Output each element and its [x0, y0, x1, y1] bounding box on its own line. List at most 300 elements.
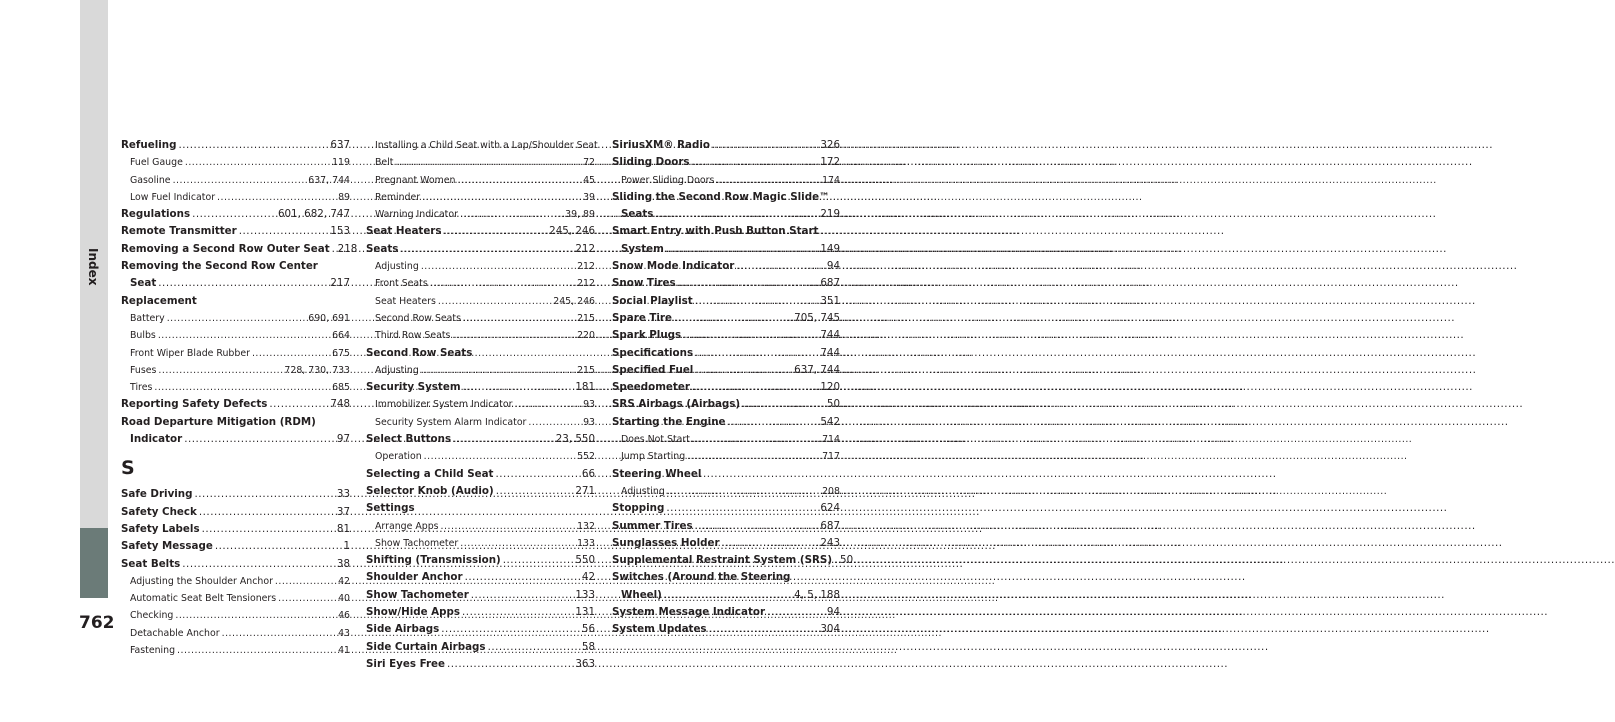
dot-leader	[514, 396, 581, 413]
index-entry	[121, 275, 350, 292]
index-subentry	[612, 172, 840, 189]
entry-term: Siri Eyes Free	[366, 657, 446, 670]
page-ref: 97	[336, 433, 350, 446]
index-entry	[121, 556, 350, 573]
entry-term: Specifications	[612, 346, 694, 359]
dot-leader	[736, 258, 825, 275]
page-ref: 58	[581, 640, 595, 653]
index-entry	[612, 396, 840, 413]
page-ref: 120	[820, 381, 840, 394]
page-ref: 208	[822, 485, 840, 497]
index-subentry	[366, 310, 595, 327]
entry-term: Third Row Seats	[375, 330, 451, 342]
dot-leader	[173, 172, 307, 189]
index-entry	[366, 639, 595, 656]
page-ref: 149	[820, 242, 840, 255]
entry-term: Arrange Apps	[375, 520, 439, 532]
dot-leader	[488, 639, 580, 656]
page-ref: 552	[577, 451, 595, 463]
index-entry	[612, 154, 840, 171]
page-ref: 690, 691	[308, 312, 350, 324]
dot-leader	[199, 504, 335, 521]
entry-term: Show/Hide Apps	[366, 606, 461, 619]
dot-leader	[687, 448, 820, 465]
page-ref: 212	[577, 261, 595, 273]
index-heading: Steering Wheel	[612, 467, 702, 480]
index-entry	[121, 206, 350, 223]
page-ref: 50	[840, 554, 854, 567]
page-ref: 685	[332, 382, 350, 394]
page-ref: 601, 682, 747	[277, 208, 350, 221]
dot-leader	[222, 625, 336, 642]
entry-term: Low Fuel Indicator	[130, 191, 216, 203]
index-subentry	[366, 154, 595, 171]
index-tab-label: Index	[86, 248, 100, 286]
dot-leader	[441, 518, 576, 535]
index-entry	[612, 621, 840, 638]
entry-term: SiriusXM® Radio	[612, 139, 710, 151]
dot-leader	[716, 172, 820, 189]
index-entry	[612, 293, 840, 310]
index-entry	[366, 656, 595, 673]
entry-term: Spark Plugs	[612, 329, 682, 342]
page-ref: 1	[343, 540, 350, 553]
entry-term: Side Airbags	[366, 623, 440, 636]
index-entry	[121, 521, 350, 538]
entry-term: Selecting a Child Seat	[366, 467, 494, 480]
dot-leader	[154, 379, 330, 396]
page-ref: 705, 745	[794, 311, 840, 324]
entry-term: Does Not Start	[621, 434, 690, 446]
entry-term: Sunglasses Holder	[612, 536, 720, 549]
page-ref: 271	[575, 484, 595, 497]
dot-leader	[722, 535, 819, 552]
dot-leader	[692, 431, 820, 448]
dot-leader	[664, 587, 792, 604]
dot-leader	[695, 345, 818, 362]
dot-leader	[692, 154, 819, 171]
dot-leader	[178, 137, 328, 154]
dot-leader	[495, 466, 579, 483]
index-entry	[121, 223, 350, 240]
index-subentry	[121, 625, 350, 642]
page-ref: 39, 89	[565, 209, 595, 221]
index-entry	[366, 621, 595, 638]
page-ref: 245, 246	[553, 295, 595, 307]
page-ref: 174	[822, 174, 840, 186]
entry-term: Battery	[130, 312, 165, 324]
page-ref: 94	[826, 260, 840, 273]
dot-leader	[767, 604, 825, 621]
dot-leader	[421, 362, 575, 379]
page-ref: 326	[820, 139, 840, 151]
index-column-3	[612, 137, 854, 639]
index-entry	[366, 431, 595, 448]
entry-term: Snow Mode Indicator	[612, 260, 735, 273]
index-entry	[366, 241, 595, 258]
dot-leader	[655, 206, 818, 223]
dot-leader	[217, 189, 336, 206]
dot-leader	[709, 621, 819, 638]
index-heading: Road Departure Mitigation (RDM)	[121, 415, 316, 428]
index-subentry	[366, 518, 595, 535]
index-entry	[612, 275, 840, 292]
entry-term: Social Playlist	[612, 294, 693, 307]
index-entry	[121, 431, 350, 448]
entry-term: Safety Labels	[121, 522, 200, 535]
index-entry	[612, 552, 854, 569]
entry-term: Fuel Gauge	[130, 157, 183, 169]
entry-term: Seat Heaters	[366, 225, 442, 238]
index-subentry	[612, 448, 840, 465]
entry-term: Immobilizer System Indicator	[375, 399, 513, 411]
dot-leader	[239, 223, 329, 240]
page-ref: 56	[581, 623, 595, 636]
entry-term: Speedometer	[612, 381, 690, 394]
entry-term: Refueling	[121, 139, 177, 151]
entry-term: System	[621, 242, 664, 255]
index-entry	[612, 518, 840, 535]
index-entry	[612, 379, 840, 396]
entry-term: Stopping	[612, 502, 665, 515]
entry-term: Safe Driving	[121, 488, 193, 501]
page-ref: 153	[330, 225, 350, 238]
page-ref: 212	[577, 278, 595, 290]
entry-term: Safety Message	[121, 540, 213, 553]
index-entry	[612, 604, 840, 621]
dot-leader	[421, 258, 575, 275]
index-subentry	[121, 379, 350, 396]
entry-term: Spare Tire	[612, 311, 672, 324]
entry-term: Seats	[366, 242, 399, 255]
entry-term: Reporting Safety Defects	[121, 398, 268, 411]
entry-term: Seat Belts	[121, 557, 181, 570]
index-subentry	[121, 607, 350, 624]
index-heading: Installing a Child Seat with a Lap/Shoulder Seat	[375, 140, 598, 151]
entry-term: Gasoline	[130, 174, 171, 186]
dot-leader	[202, 521, 335, 538]
entry-term: Specified Fuel	[612, 363, 694, 376]
dot-leader	[528, 414, 581, 431]
index-subentry	[121, 154, 350, 171]
entry-term: Shifting (Transmission)	[366, 554, 501, 567]
index-entry	[121, 504, 350, 521]
page-ref: 43	[338, 627, 350, 639]
index-entry	[366, 223, 595, 240]
page-ref: 33	[336, 488, 350, 501]
index-entry	[612, 535, 840, 552]
page-ref: 132	[577, 520, 595, 532]
page-ref: 675	[332, 347, 350, 359]
index-subentry	[366, 206, 595, 223]
dot-leader	[184, 431, 335, 448]
dot-leader	[460, 206, 563, 223]
page-ref: 220	[577, 330, 595, 342]
index-subentry	[366, 327, 595, 344]
page-ref: 304	[820, 623, 840, 636]
page-ref: 624	[820, 502, 840, 515]
dot-leader	[395, 154, 581, 171]
page-ref: 81	[336, 522, 350, 535]
dot-leader	[424, 448, 575, 465]
index-entry	[612, 327, 840, 344]
index-entry	[366, 587, 595, 604]
entry-term: Bulbs	[130, 330, 156, 342]
entry-term: Safety Check	[121, 505, 197, 518]
page-ref: 218	[337, 242, 358, 255]
dot-leader	[447, 656, 573, 673]
dot-leader	[400, 241, 573, 258]
entry-term: Seats	[621, 208, 654, 221]
page-ref: 744	[820, 329, 840, 342]
entry-term: Adjusting	[375, 261, 419, 273]
dot-leader	[728, 414, 819, 431]
index-heading: Settings	[366, 502, 415, 515]
dot-leader	[496, 483, 574, 500]
page-ref: 363	[575, 657, 595, 670]
page-ref: 4, 5, 188	[794, 588, 840, 601]
entry-term: Front Seats	[375, 278, 428, 290]
dot-leader	[463, 310, 575, 327]
entry-term: System Message Indicator	[612, 606, 766, 619]
index-subentry	[366, 275, 595, 292]
dot-leader	[465, 569, 580, 586]
page-ref: 72	[583, 157, 595, 169]
index-heading: Replacement	[121, 294, 197, 307]
index-subentry	[612, 431, 840, 448]
page-ref: 637, 744	[794, 363, 840, 376]
index-subentry	[121, 345, 350, 362]
entry-term: Adjusting	[375, 364, 419, 376]
entry-term: Detachable Anchor	[130, 627, 220, 639]
entry-term: Fastening	[130, 645, 176, 657]
page-ref: 637	[330, 139, 350, 151]
entry-term: Remote Transmitter	[121, 225, 237, 238]
dot-leader	[460, 535, 575, 552]
index-subentry	[366, 414, 595, 431]
page-ref: 717	[822, 451, 840, 463]
entry-term: SRS Airbags (Airbags)	[612, 398, 741, 411]
index-subentry	[121, 573, 350, 590]
entry-term: Sliding Doors	[612, 156, 690, 169]
dot-leader	[185, 154, 330, 171]
index-entry	[366, 466, 595, 483]
dot-leader	[712, 137, 818, 154]
dot-leader	[195, 486, 335, 503]
dot-leader	[742, 396, 825, 413]
dot-leader	[667, 483, 820, 500]
dot-leader	[158, 362, 282, 379]
index-entry	[612, 414, 840, 431]
index-heading: Switches (Around the Steering	[612, 571, 791, 584]
index-entry	[366, 552, 595, 569]
index-entry	[121, 241, 358, 258]
page-ref: 714	[822, 434, 840, 446]
dot-leader	[278, 590, 336, 607]
page-ref: 664	[332, 330, 350, 342]
dot-leader	[192, 206, 276, 223]
page-ref: 93	[583, 399, 595, 411]
index-entry	[366, 379, 595, 396]
entry-term: Select Buttons	[366, 433, 452, 446]
index-subentry	[366, 258, 595, 275]
index-heading: Smart Entry with Push Button Start	[612, 225, 819, 238]
page-ref: 37	[336, 505, 350, 518]
page-ref: 687	[820, 277, 840, 290]
dot-leader	[674, 310, 792, 327]
page-ref: 744	[820, 346, 840, 359]
dot-leader	[503, 552, 574, 569]
page-ref: 215	[577, 312, 595, 324]
page-ref: 172	[820, 156, 840, 169]
index-subentry	[121, 362, 350, 379]
entry-term: Checking	[130, 610, 174, 622]
dot-leader	[275, 573, 336, 590]
page-ref: 728, 730, 733	[284, 364, 350, 376]
dot-leader	[462, 604, 573, 621]
page-ref: 550	[575, 554, 595, 567]
entry-term: Reminder	[375, 191, 421, 203]
entry-term: Fuses	[130, 364, 157, 376]
entry-term: Front Wiper Blade Rubber	[130, 347, 250, 359]
entry-term: Adjusting the Shoulder Anchor	[130, 575, 273, 587]
entry-term: Jump Starting	[621, 451, 686, 463]
index-side-tab	[80, 0, 108, 598]
page-ref: 23, 550	[555, 433, 595, 446]
entry-term: Indicator	[130, 433, 183, 446]
page-ref: 133	[575, 588, 595, 601]
page-ref: 351	[820, 294, 840, 307]
index-entry	[366, 483, 595, 500]
dot-leader	[175, 607, 336, 624]
dot-leader	[471, 587, 574, 604]
entry-term: Removing a Second Row Outer Seat	[121, 242, 330, 255]
page-number: 762	[79, 613, 115, 633]
page-ref: 89	[338, 191, 350, 203]
index-heading: Sliding the Second Row Magic Slide™	[612, 190, 830, 203]
dot-leader	[695, 518, 819, 535]
dot-leader	[695, 293, 819, 310]
index-subentry	[366, 396, 595, 413]
page-ref: 542	[820, 415, 840, 428]
index-entry	[612, 362, 840, 379]
entry-term: Show Tachometer	[366, 588, 469, 601]
page-ref: 94	[826, 606, 840, 619]
dot-leader	[457, 172, 581, 189]
entry-term: Adjusting	[621, 485, 665, 497]
index-entry	[612, 345, 840, 362]
index-subentry	[121, 327, 350, 344]
page-ref: 119	[332, 157, 350, 169]
index-entry	[612, 310, 840, 327]
entry-term: Pregnant Women	[375, 174, 456, 186]
dot-leader	[666, 500, 818, 517]
page-ref: 42	[581, 571, 595, 584]
entry-term: Security System Alarm Indicator	[375, 416, 527, 428]
entry-term: Wheel)	[621, 588, 662, 601]
page-ref: 215	[577, 364, 595, 376]
entry-term: Shoulder Anchor	[366, 571, 463, 584]
dot-leader	[683, 327, 818, 344]
index-heading: Second Row Seats	[366, 346, 473, 359]
section-letter: S	[121, 457, 135, 480]
index-entry	[121, 538, 350, 555]
dot-leader	[666, 241, 818, 258]
page-ref: 219	[820, 208, 840, 221]
index-entry	[121, 137, 350, 154]
dot-leader	[452, 327, 575, 344]
index-entry	[612, 500, 840, 517]
page-ref: 66	[581, 467, 595, 480]
page-ref: 45	[583, 174, 595, 186]
entry-term: Belt	[375, 157, 394, 169]
index-subentry	[366, 172, 595, 189]
index-column-2	[366, 137, 598, 673]
index-subentry	[121, 310, 350, 327]
page-ref: 133	[577, 537, 595, 549]
entry-term: Summer Tires	[612, 519, 693, 532]
entry-term: Side Curtain Airbags	[366, 640, 486, 653]
entry-term: Warning Indicator	[375, 209, 458, 221]
entry-term: Operation	[375, 451, 422, 463]
index-subentry	[366, 535, 595, 552]
entry-term: Seat	[130, 277, 157, 290]
index-subentry	[366, 448, 595, 465]
dot-leader	[463, 379, 574, 396]
index-entry	[612, 258, 840, 275]
page-ref: 93	[583, 416, 595, 428]
dot-leader	[453, 431, 554, 448]
dot-leader	[167, 310, 307, 327]
dot-leader	[177, 642, 336, 659]
index-entry	[121, 396, 350, 413]
index-subentry	[366, 362, 595, 379]
index-entry	[612, 206, 840, 223]
dot-leader	[215, 538, 342, 555]
page-ref: 131	[575, 606, 595, 619]
index-column-1	[121, 137, 358, 659]
dot-leader	[695, 362, 792, 379]
dot-leader	[834, 552, 838, 569]
dot-leader	[269, 396, 328, 413]
entry-term: Seat Heaters	[375, 295, 436, 307]
index-entry	[612, 241, 840, 258]
entry-term: Security System	[366, 381, 461, 394]
dot-leader	[438, 293, 551, 310]
page-ref: 181	[575, 381, 595, 394]
dot-leader	[678, 275, 819, 292]
page-ref: 40	[338, 593, 350, 605]
index-subentry	[121, 590, 350, 607]
dot-leader	[692, 379, 818, 396]
page-ref: 39	[583, 191, 595, 203]
index-subentry	[121, 172, 350, 189]
dot-leader	[441, 621, 580, 638]
dot-leader	[158, 327, 330, 344]
dot-leader	[252, 345, 330, 362]
page-ref: 41	[338, 645, 350, 657]
page-ref: 637, 744	[308, 174, 350, 186]
index-entry	[366, 604, 595, 621]
page-ref: 46	[338, 610, 350, 622]
entry-term: Automatic Seat Belt Tensioners	[130, 593, 277, 605]
entry-term: Show Tachometer	[375, 537, 459, 549]
index-subentry	[612, 483, 840, 500]
index-entry	[366, 569, 595, 586]
index-tab-marker	[80, 528, 108, 598]
page-ref: 748	[330, 398, 350, 411]
dot-leader	[158, 275, 328, 292]
